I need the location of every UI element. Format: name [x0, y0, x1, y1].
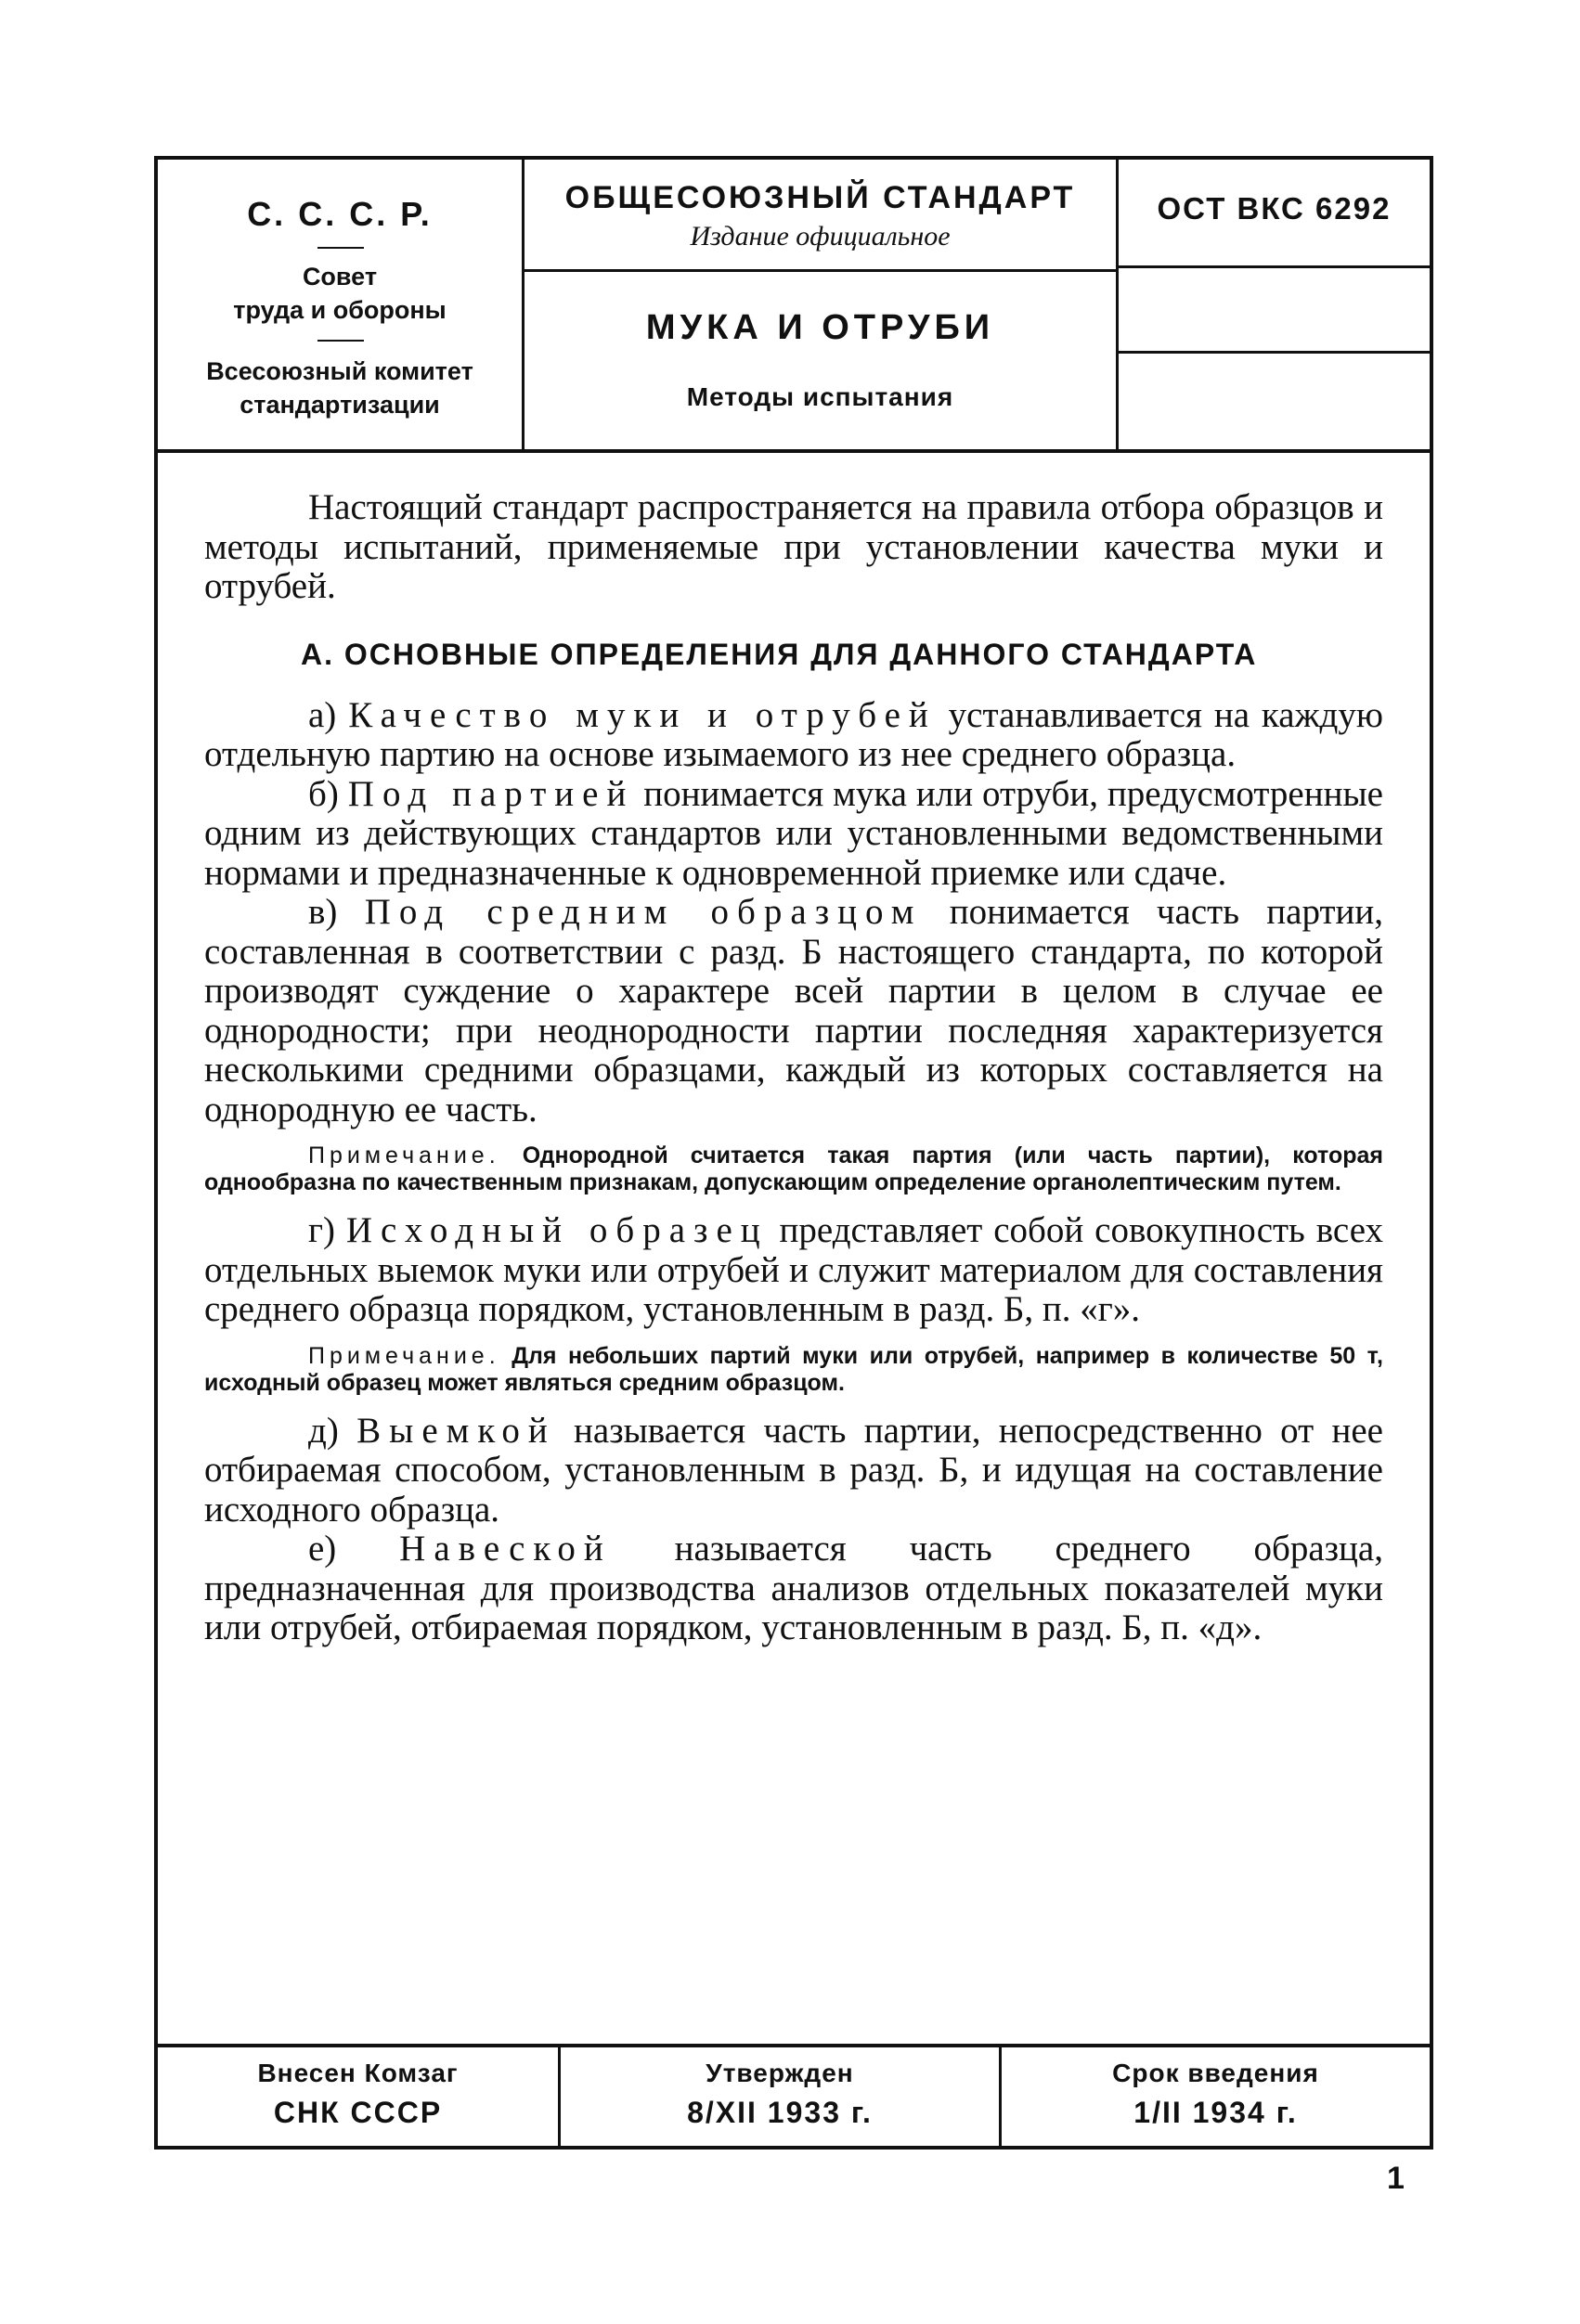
edition-label: Издание официальное	[690, 221, 951, 252]
item-marker: а)	[308, 694, 337, 735]
country-label: С. С. С. Р.	[247, 195, 433, 233]
effective-cell	[1002, 2047, 1430, 2146]
standard-type: ОБЩЕСОЮЗНЫЙ СТАНДАРТ	[564, 180, 1076, 215]
approved-date: 8/XII 1933 г.	[687, 2096, 873, 2129]
document-body	[204, 488, 1383, 1648]
item-marker: б)	[308, 773, 339, 814]
footer-table	[158, 2044, 1430, 2150]
intro-paragraph: Настоящий стандарт распространяется на правила отбора образцов и методы испытаний, применяемые при установлении качества муки и отрубей.	[204, 487, 1383, 606]
introduced-cell	[158, 2047, 561, 2146]
council-label	[158, 260, 522, 327]
definition-item	[204, 893, 1383, 1130]
document-subtitle: Методы испытания	[686, 382, 954, 411]
introduced-label: Внесен Комзаг	[257, 2059, 459, 2087]
standard-title-cell	[525, 160, 1119, 453]
item-term: Выемкой	[356, 1410, 556, 1451]
note-text: Для небольших партий муки или отрубей, например в количестве 50 т, исходный образец может являться средним образцом.	[204, 1342, 1383, 1396]
note-label: Примечание.	[308, 1143, 500, 1168]
definition-item	[204, 1412, 1383, 1530]
item-term: Под средним образцом	[364, 892, 923, 932]
item-text: понимается мука или отруби, предусмотренные одним из действующих стандартов или установленными ведомственными нормами и предназначенные к одновременной приемке или сдаче.	[204, 773, 1383, 893]
approved-cell	[561, 2047, 1002, 2146]
header-divider	[1119, 265, 1430, 268]
definition-item	[204, 1530, 1383, 1648]
item-marker: д)	[308, 1410, 339, 1451]
committee-line-2: стандартизации	[240, 391, 440, 419]
page-number: 1	[1387, 2161, 1405, 2196]
committee-label	[158, 355, 522, 421]
item-text: называется часть среднего образца, предназначенная для производства анализов отдельных показателей муки или отрубей, отбираемая порядком, установленным в разд. Б, п. «д».	[204, 1529, 1383, 1647]
item-term: Качество муки и отрубей	[348, 694, 937, 735]
definition-item	[204, 696, 1383, 775]
note-text: Однородной считается такая партия (или часть партии), которая однообразна по качественным признакам, допускающим определение органолептическим путем.	[204, 1143, 1384, 1195]
section-a-heading: А. ОСНОВНЫЕ ОПРЕДЕЛЕНИЯ ДЛЯ ДАННОГО СТАНДАРТА	[301, 637, 1258, 671]
item-marker: г)	[308, 1210, 335, 1250]
divider-dash	[317, 340, 364, 342]
council-line-2: труда и обороны	[233, 296, 447, 324]
committee-line-1: Всесоюзный комитет	[206, 357, 473, 385]
header-divider	[525, 269, 1116, 272]
document-title: МУКА И ОТРУБИ	[645, 308, 995, 347]
note-paragraph	[204, 1343, 1383, 1397]
item-term: Исходный образец	[345, 1210, 769, 1250]
approved-label: Утвержден	[706, 2059, 854, 2087]
item-text: называется часть партии, непосредственно от нее отбираемая способом, установленным в разд. Б, и идущая на составление исходного образца.	[204, 1410, 1383, 1530]
header-table	[158, 156, 1430, 453]
introduced-by: СНК СССР	[273, 2096, 443, 2129]
header-divider	[1119, 351, 1430, 354]
item-term: Навеской	[399, 1529, 612, 1569]
divider-dash	[317, 247, 364, 249]
effective-date: 1/II 1934 г.	[1133, 2096, 1298, 2129]
item-text: устанавливается на каждую отдельную партию на основе изымаемого из нее среднего образца.	[204, 694, 1383, 774]
note-label: Примечание.	[308, 1342, 500, 1369]
definition-item	[204, 1211, 1383, 1330]
standard-sheet	[154, 156, 1433, 2150]
effective-label: Срок введения	[1112, 2059, 1319, 2087]
standard-code: ОСТ ВКС 6292	[1157, 191, 1392, 226]
item-term: Под партией	[347, 773, 635, 814]
item-text: представляет собой совокупность всех отдельных выемок муки или отрубей и служит материалом для составления среднего образца порядком, установленным в разд. Б, п. «г».	[204, 1210, 1383, 1329]
item-marker: е)	[308, 1529, 337, 1569]
standard-code-cell	[1119, 160, 1430, 453]
item-text: понимается часть партии, составленная в соответствии с разд. Б настоящего стандарта, по которой производят суждение о характере всей партии в целом в случае ее однородности; при неоднородности партии последняя характеризуется несколькими средними образцами, каждый из которых составляется на однородную ее часть.	[204, 892, 1383, 1130]
issuing-authority-cell	[158, 160, 525, 453]
council-line-1: Совет	[302, 263, 378, 290]
note-paragraph	[204, 1143, 1383, 1196]
definition-item	[204, 775, 1383, 894]
item-marker: в)	[308, 892, 338, 932]
